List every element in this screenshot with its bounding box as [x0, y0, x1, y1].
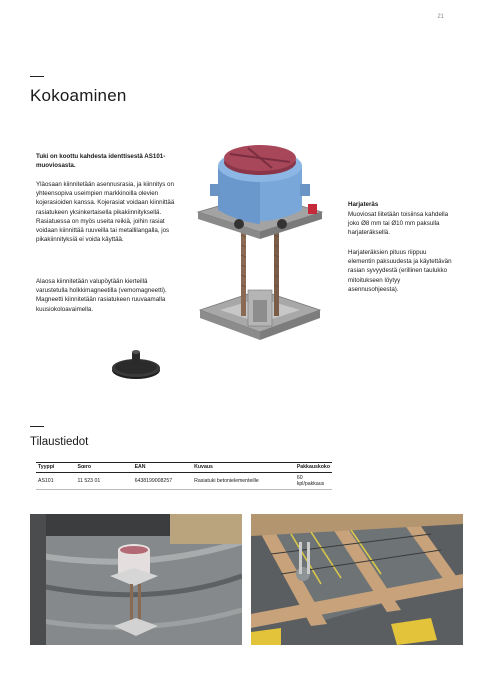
table-cell: Rasiatuki betonielementeille — [192, 472, 295, 489]
magnet-illustration — [108, 346, 164, 382]
rebar-paragraph-1: Muoviosat liitetään toisiinsa kahdella joko Ø8 mm tai Ø10 mm paksulla harjateräksellä. — [348, 211, 449, 237]
table-cell: 6438199008257 — [133, 472, 193, 489]
page-number: 21 — [437, 14, 444, 20]
title-rule — [30, 76, 44, 77]
table-cell: 60 kpl/pakkaus — [295, 472, 332, 489]
intro-text: Tuki on koottu kahdesta identtisestä AS101-muoviosasta. — [36, 153, 166, 169]
table-cell: 11 523 01 — [76, 472, 133, 489]
photo-formwork — [251, 514, 463, 645]
section-rule — [30, 426, 44, 427]
table-header: Sœro — [76, 463, 133, 473]
order-table — [36, 462, 332, 490]
paragraph-mount: Yläosaan kiinnitetään asennusrasia, ja kiinnitys on yhteensopiva useimpien markkinoilla olevien kojerasioiden kanssa. Kojerasiat voidaan kiinnittää rasiatukeen yksinkertaisella pikakiinnityksellä. Rasiatuessa on myös useita reikiä, joihin rasiat voidaan kiinnittää ruuveilla tai metallilangalla, jos pikakiinnityksiä ei voida käyttää. — [36, 181, 175, 244]
table-header: Kuvaus — [192, 463, 295, 473]
rebar-paragraph-2: Harjateräksien pituus riippuu elementin paksuudesta ja käytettävän rasian syvyydestä (erillinen taulukko mitoitukseen löytyy asennusohjeesta). — [348, 249, 452, 293]
table-header: Tyyppi — [36, 463, 76, 473]
table-header: EAN — [133, 463, 193, 473]
page-title: Kokoaminen — [30, 86, 127, 105]
table-cell: AS101 — [36, 472, 76, 489]
section-title: Tilaustiedot — [30, 436, 89, 448]
box-support-illustration — [190, 140, 330, 372]
table-row — [36, 472, 332, 489]
rebar-heading: Harjateräs — [348, 201, 379, 208]
photo-installed-support — [30, 514, 242, 645]
paragraph-magnet: Alaosa kiinnitetään valupöytään kierteillä varustetulla holkkimagneetilla (vemomagneetti). Magneetti kiinnitetään rasiatukeen ruuvaamalla kuusiokoloavaimella. — [36, 278, 167, 313]
table-header: Pakkauskoko — [296, 464, 330, 470]
